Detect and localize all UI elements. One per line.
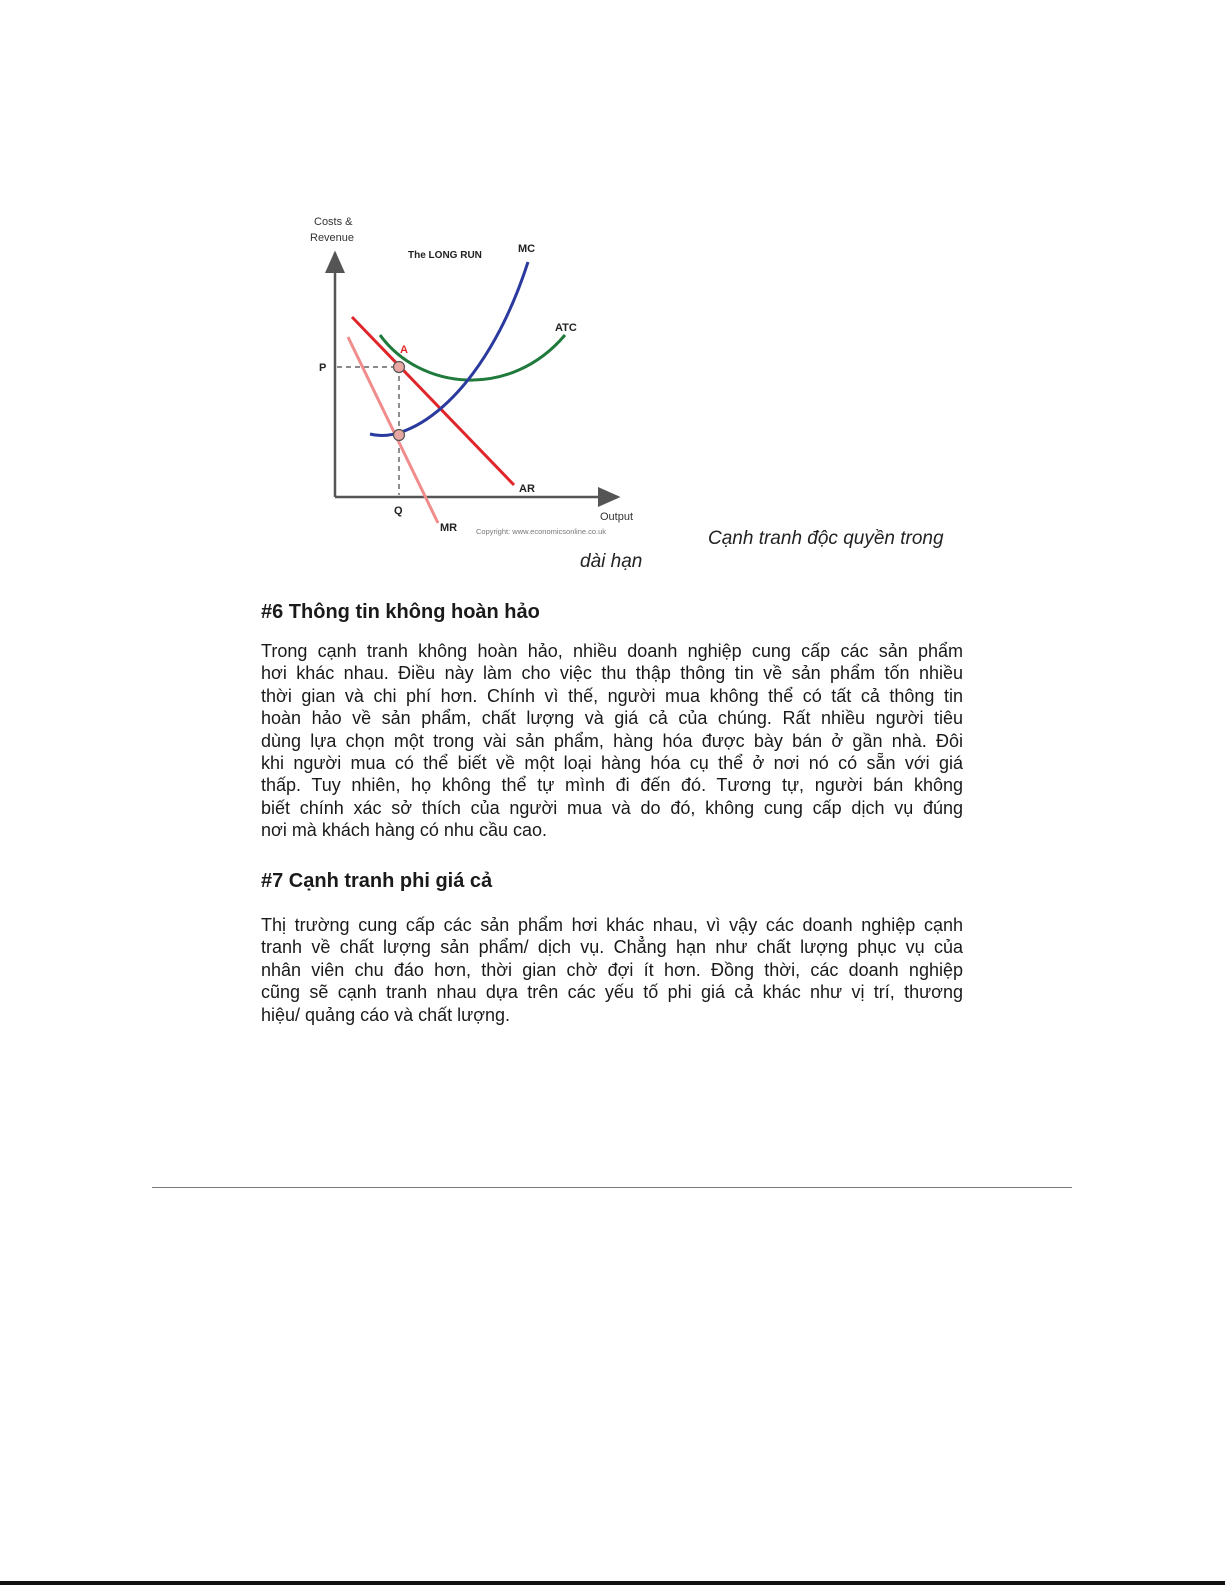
- price-label: P: [319, 362, 327, 374]
- ar-curve: [352, 317, 514, 485]
- section-7-paragraph: [261, 914, 963, 1026]
- paragraph-line: thời gian và chi phí hơn. Chính vì thế, người mua không thể có tất cả thông tin: [261, 685, 963, 706]
- paragraph-line: nhân viên chu đáo hơn, thời gian chờ đợi ít hơn. Đồng thời, các doanh nghiệp: [261, 959, 963, 980]
- section-heading-7: #7 Cạnh tranh phi giá cả: [261, 870, 493, 892]
- point-a: [394, 362, 405, 373]
- paragraph-line: dùng lựa chọn một trong vài sản phẩm, hàng hóa được bày bán ở gần nhà. Đôi: [261, 730, 963, 751]
- quantity-label: Q: [394, 505, 403, 517]
- paragraph-line: hoàn hảo về sản phẩm, chất lượng và giá cả của chúng. Rất nhiều người tiêu: [261, 708, 963, 729]
- long-run-chart: [300, 205, 660, 545]
- paragraph-line: biết chính xác sở thích của người mua và do đó, không cung cấp dịch vụ đúng: [261, 797, 963, 818]
- chart-svg: [300, 205, 660, 545]
- x-axis-label: Output: [600, 511, 634, 523]
- point-mr-mc: [394, 430, 405, 441]
- point-a-label: A: [400, 344, 408, 356]
- section-heading-6: #6 Thông tin không hoàn hảo: [261, 601, 540, 623]
- figure-caption-line1: Cạnh tranh độc quyền trong: [708, 528, 944, 549]
- paragraph-line: thấp. Tuy nhiên, họ không thể tự mình đi đến đó. Tương tự, người bán không: [261, 775, 963, 796]
- paragraph-line: hiệu/ quảng cáo và chất lượng.: [261, 1004, 511, 1025]
- copyright-text: Copyright: www.economicsonline.co.uk: [476, 527, 607, 536]
- paragraph-line: Trong cạnh tranh không hoàn hảo, nhiều doanh nghiệp cung cấp các sản phẩm: [261, 641, 963, 661]
- ar-label: AR: [519, 483, 535, 495]
- paragraph-line: hơi khác nhau. Điều này làm cho việc thu thập thông tin về sản phẩm tốn nhiều: [261, 663, 963, 684]
- mr-label: MR: [440, 522, 458, 534]
- y-axis-label-1: Costs &: [314, 216, 353, 228]
- paragraph-line: khi người mua có thể biết về một loại hàng hóa cụ thể ở nơi nó có sẵn với giá: [261, 753, 963, 774]
- paragraph-line: cũng sẽ cạnh tranh nhau dựa trên các yếu tố phi giá cả khác như vị trí, thương: [261, 982, 963, 1003]
- mc-label: MC: [518, 243, 536, 255]
- figure-caption-line2: dài hạn: [580, 551, 643, 572]
- bottom-edge-line: [0, 1581, 1225, 1585]
- paragraph-line: nơi mà khách hàng có nhu cầu cao.: [261, 820, 547, 841]
- paragraph-line: Thị trường cung cấp các sản phẩm hơi khác nhau, vì vậy các doanh nghiệp cạnh: [261, 915, 963, 935]
- section-6-paragraph: [261, 640, 963, 842]
- mr-curve: [348, 337, 438, 523]
- atc-label: ATC: [555, 322, 577, 334]
- y-axis-label-2: Revenue: [310, 232, 355, 244]
- paragraph-line: tranh về chất lượng sản phẩm/ dịch vụ. Chẳng hạn như chất lượng phục vụ của: [261, 937, 963, 958]
- horizontal-divider: [152, 1187, 1072, 1188]
- chart-title: The LONG RUN: [408, 250, 482, 261]
